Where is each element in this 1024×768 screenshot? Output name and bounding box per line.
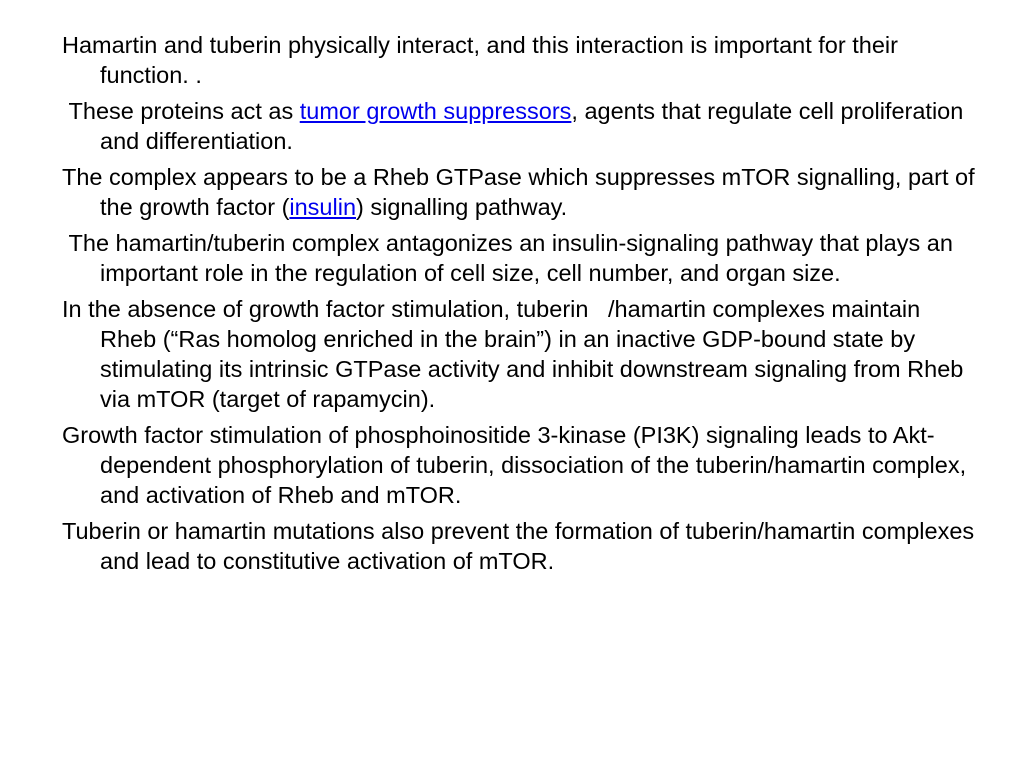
tumor-growth-suppressors-link[interactable]: tumor growth suppressors <box>299 98 572 124</box>
paragraph-pi3k-signaling: Growth factor stimulation of phosphoinositide 3-kinase (PI3K) signaling leads to Akt-dependent phosphorylation of tuberin, dissociation of the tuberin/hamartin complex, and activation of Rheb and mTOR. <box>62 422 973 508</box>
paragraph-rheb-gtpase-lead: The complex appears to be a Rheb GTPase which suppresses mTOR signalling, part of the growth factor ( <box>62 164 982 220</box>
insulin-link[interactable]: insulin <box>289 194 357 220</box>
paragraph-antagonizes: The hamartin/tuberin complex antagonizes an insulin-signaling pathway that plays an important role in the regulation of cell size, cell number, and organ size. <box>62 230 960 286</box>
paragraph-suppressors <box>62 96 982 156</box>
paragraph-suppressors-tail: , agents that regulate cell proliferation and differentiation. <box>100 98 970 154</box>
paragraph-mutations: Tuberin or hamartin mutations also prevent the formation of tuberin/hamartin complexes and lead to constitutive activation of mTOR. <box>62 518 981 574</box>
paragraph-interaction: Hamartin and tuberin physically interact, and this interaction is important for their function. . <box>62 32 905 88</box>
slide-body <box>62 30 982 582</box>
paragraph-absence-stimulation: In the absence of growth factor stimulation, tuberin /hamartin complexes maintain Rheb (“Ras homolog enriched in the brain”) in an inactive GDP-bound state by stimulating its intrinsic GTPase activity and inhibit downstream signaling from Rheb via mTOR (target of rapamycin). <box>62 296 970 412</box>
paragraph-suppressors-lead: These proteins act as <box>62 98 300 124</box>
paragraph-rheb-gtpase <box>62 162 982 222</box>
paragraph-rheb-gtpase-tail: ) signalling pathway. <box>356 194 568 220</box>
